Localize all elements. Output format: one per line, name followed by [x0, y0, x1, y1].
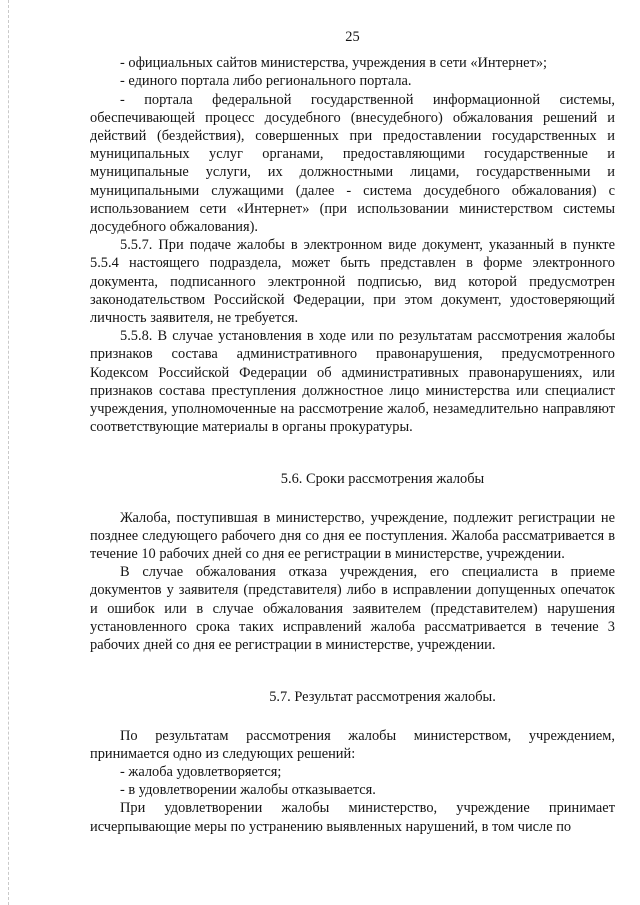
section-5-7-paragraph-measures: При удовлетворении жалобы министерство, учреждение принимает исчерпывающие меры по устранению выявленных нарушений, в том числе по — [90, 800, 615, 835]
section-5-7-heading: 5.7. Результат рассмотрения жалобы. — [269, 689, 496, 706]
spacer — [90, 654, 615, 688]
scan-edge-line — [8, 0, 9, 905]
paragraph-unified-portal: - единого портала либо регионального портала. — [120, 73, 412, 90]
spacer — [90, 707, 615, 727]
section-5-6-heading: 5.6. Сроки рассмотрения жалобы — [280, 471, 485, 488]
section-5-6-paragraph-registration: Жалоба, поступившая в министерство, учреждение, подлежит регистрации не позднее следующего рабочего дня со дня ее поступления. Жалоба рассматривается в течение 10 рабочих дней со дня ее регистрации в министерстве, учреждении. — [90, 509, 615, 563]
section-5-7-item-refused: - в удовлетворении жалобы отказывается. — [120, 782, 376, 799]
section-5-6-paragraph-refusal-appeal: В случае обжалования отказа учреждения, его специалиста в приеме документов у заявителя (представителя) либо в исправлении допущенных опечаток и ошибок или в случае обжалования заявителем (представителем) нарушения установленного срока таких исправлений жалоба рассматривается в течение 3 рабочих дней со дня ее регистрации в министерстве, учреждении. — [90, 564, 615, 654]
section-5-7-paragraph-decision: По результатам рассмотрения жалобы министерством, учреждением, принимается одно из следующих решений: — [90, 727, 615, 762]
document-page — [90, 28, 615, 836]
page-number: 25 — [345, 29, 360, 45]
paragraph-5-5-8: 5.5.8. В случае установления в ходе или по результатам рассмотрения жалобы признаков состава административного правонарушения, предусмотренного Кодексом Российской Федерации об административных правонарушениях, или признаков состава преступления должностное лицо министерства или специалист учреждения, уполномоченные на рассмотрение жалоб, незамедлительно направляют соответствующие материалы в органы прокуратуры. — [90, 328, 615, 436]
spacer — [90, 436, 615, 470]
paragraph-5-5-7: 5.5.7. При подаче жалобы в электронном виде документ, указанный в пункте 5.5.4 настоящего подраздела, может быть представлен в форме электронного документа, подписанного электронной подписью, вид которой предусмотрен законодательством Российской Федерации, при этом документ, удостоверяющий личность заявителя, не требуется. — [90, 237, 615, 327]
paragraph-official-sites: - официальных сайтов министерства, учреждения в сети «Интернет»; — [120, 55, 548, 72]
section-5-7-item-satisfied: - жалоба удовлетворяется; — [120, 763, 282, 780]
spacer — [90, 489, 615, 509]
paragraph-federal-portal: - портала федеральной государственной информационной системы, обеспечивающей процесс досудебного (внесудебного) обжалования решений и действий (бездействия), совершенных при предоставлении государственных и муниципальных услуг органами, предоставляющими государственные и муниципальные услуги, их должностными лицами, государственными и муниципальными служащими (далее - система досудебного обжалования) с использованием сети «Интернет» (при использовании министерством системы досудебного обжалования). — [90, 91, 615, 236]
